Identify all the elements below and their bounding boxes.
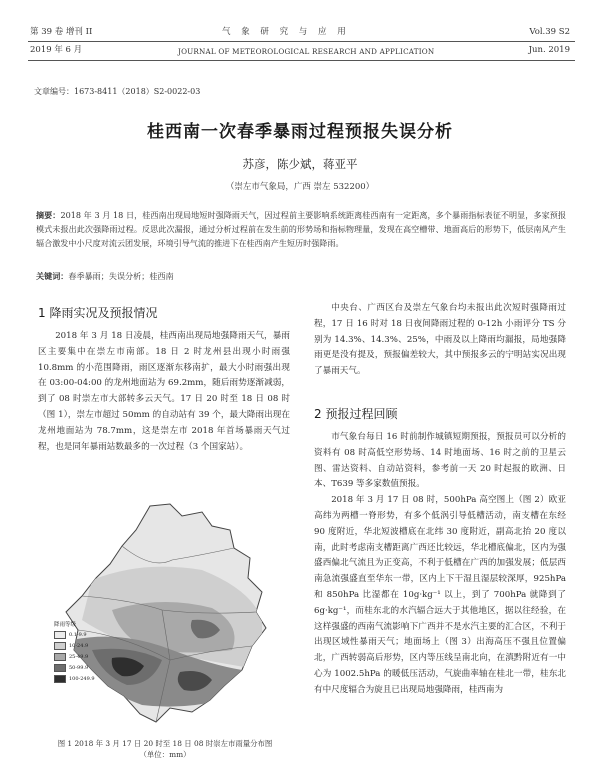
legend-swatch (54, 664, 66, 672)
legend-label: 10-24.9 (69, 643, 89, 649)
rainfall-map (52, 500, 292, 730)
affiliation: （崇左市气象局，广西 崇左 532200） (225, 182, 375, 192)
header-date-right: Jun. 2019 (528, 45, 570, 55)
header-volume: 第 39 卷 增刊 II (30, 27, 93, 37)
legend-item (54, 631, 102, 639)
legend-item (54, 653, 102, 661)
section-2-para-1: 市气象台每日 16 时前制作城镇短期预报，预报员可以分析的资料有 08 时高低空形势场、14 时地面场、16 时之前的卫星云图、雷达资料、自动站资料，参考前一天 20 时起报的欧洲、日本、T639 等多家数值预报。 (314, 432, 566, 490)
legend-label: 25-49.9 (69, 654, 89, 660)
header-rule-bottom (28, 60, 575, 61)
right-column-top (314, 301, 566, 380)
header-journal-en: JOURNAL OF METEOROLOGICAL RESEARCH AND APPLICATION (178, 47, 435, 56)
section-2-body (314, 430, 566, 699)
legend-item (54, 664, 102, 672)
legend-item (54, 675, 102, 683)
section-2-title: 2 预报过程回顾 (314, 407, 398, 421)
keywords-label: 关键词： (36, 271, 69, 281)
map-legend (54, 620, 102, 683)
section-1-para-2: 中央台、广西区台及崇左气象台均未报出此次短时强降雨过程，17 日 16 时对 18 日夜间降雨过程的 0-12h 小雨评分 TS 分别为 14.3%、14.3%、25%，中雨及以上降雨均漏报，局地强降雨更是没有提及，预报偏差较大，其中预报多云的宁明站实况出现了暴雨天气。 (314, 303, 566, 377)
header-date-left: 2019 年 6 月 (30, 45, 83, 55)
section-1-title: 1 降雨实况及预报情况 (38, 306, 158, 320)
legend-items (54, 631, 102, 683)
legend-swatch (54, 631, 66, 639)
legend-swatch (54, 653, 66, 661)
abstract (36, 208, 566, 250)
abstract-label: 摘要： (36, 210, 61, 220)
legend-label: 0.1-9.9 (69, 632, 87, 638)
figure-1-caption (30, 738, 300, 760)
legend-title: 降雨等级 (54, 622, 77, 628)
paper-title: 桂西南一次春季暴雨过程预报失误分析 (147, 122, 453, 142)
keywords (36, 270, 566, 282)
section-1-body (38, 329, 290, 455)
keywords-text: 春季暴雨；失误分析；桂西南 (68, 271, 174, 281)
figure-1-caption-line-2: （单位：mm） (139, 750, 191, 759)
article-id: 文章编号：1673-8411（2018）S2-0022-03 (34, 87, 201, 96)
authors: 苏彦，陈少斌，蒋亚平 (242, 157, 358, 171)
legend-label: 50-99.9 (69, 665, 89, 671)
section-2-para-2: 2018 年 3 月 17 日 08 时，500hPa 高空图上（图 2）欧亚高纬为两槽一脊形势，有多个低涡引导低槽活动，南支槽在东经 90 度附近，华北短波槽底在北纬 30 度附近，副高北抬 20 度以南，此时考虑南支槽距离广西还比较远，华北槽底偏北，区内为强盛西偏北气流且为正变高，不利于低槽在广西的加强发展；低层西南急流强盛直至华东一带，区内上下干湿且湿层较深厚，925hPa 和 850hPa 比湿都在 10g·kg⁻¹ 以上，到了 700hPa 就降到了 6g·kg⁻¹，而桂东北的水汽辐合远大于其他地区，据以往经验，在这样强盛的西南气流影响下广西并不是水汽主要的汇合区，不利于出现区域性暴雨天气；地面场上（图 3）出海高压不强且位置偏北，广西转弱高后形势，区内等压线呈南北向，在滇黔附近有一中心为 1002.5hPa 的暖低压活动，气旋曲率轴在桂北一带，桂东北有中尺度辐合为旋且已出现局地强降雨，桂西南为 (314, 495, 566, 695)
figure-1 (52, 500, 292, 730)
abstract-text: 2018 年 3 月 18 日，桂西南出现局地短时强降雨天气，因过程前主要影响系统距离桂西南有一定距离，多个暴雨指标表征不明显，多家预报模式未报出此次强降雨过程。反思此次漏报，通过分析过程前在发生前的形势场和指标物理量，发现在高空槽带、地面高后的形势下，低层南风产生辐合激发中小尺度对流云团发展，环境引导气流的推进下在桂西南产生短历时强降雨。 (36, 210, 566, 248)
section-1-para-1: 2018 年 3 月 18 日凌晨，桂西南出现局地强降雨天气，暴雨区主要集中在崇左市南部。18 日 2 时龙州县出现小时雨强 10.8mm 的小范围降雨，雨区逐渐东移南扩，最大小时雨强出现在 03:00-04:00 的龙州地面站为 69.2mm，随后雨势逐渐减弱，到了 08 时崇左市大部转多云天气。17 日 20 时至 18 日 08 时（图 1），崇左市超过 50mm 的自动站有 39 个，最大降雨出现在龙州地面站为 78.7mm，这是崇左市 2018 年首场暴雨天气过程，也是同年暴雨站数最多的一次过程（3 个国家站）。 (38, 331, 290, 452)
header-journal-cn: 气 象 研 究 与 应 用 (222, 27, 350, 37)
legend-label: 100-249.9 (69, 676, 95, 682)
header-rule-top (28, 41, 575, 42)
figure-1-caption-line-1: 图 1 2018 年 3 月 17 日 20 时至 18 日 08 时崇左市雨量分布图 (57, 739, 273, 748)
header-vol-right: Vol.39 S2 (529, 27, 570, 37)
legend-swatch (54, 642, 66, 650)
legend-item (54, 642, 102, 650)
legend-swatch (54, 675, 66, 683)
